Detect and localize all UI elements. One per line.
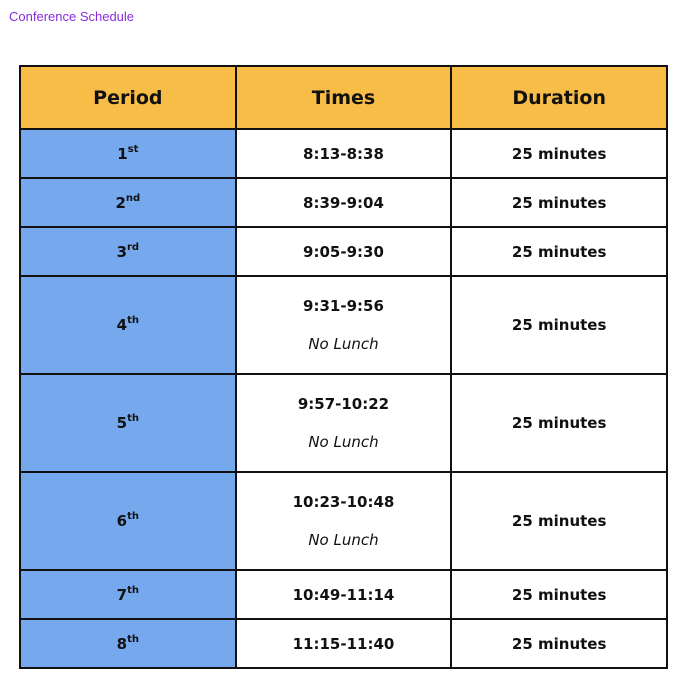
column-header-times: Times bbox=[236, 66, 452, 129]
time-cell bbox=[236, 178, 452, 227]
table-row bbox=[20, 374, 667, 472]
period-suffix: th bbox=[127, 511, 139, 522]
table-row bbox=[20, 472, 667, 570]
period-suffix: nd bbox=[125, 192, 141, 204]
duration-cell: 25 minutes bbox=[451, 129, 667, 178]
table-row bbox=[20, 178, 667, 227]
duration-cell: 25 minutes bbox=[451, 570, 667, 619]
period-suffix: st bbox=[127, 143, 139, 155]
period-number: 7 bbox=[116, 585, 128, 604]
table-row bbox=[20, 129, 667, 178]
duration-cell: 25 minutes bbox=[451, 178, 667, 227]
period-number: 3 bbox=[116, 242, 127, 261]
time-range: 9:05-9:30 bbox=[303, 242, 384, 261]
time-range: 10:49-11:14 bbox=[292, 585, 395, 604]
duration-cell: 25 minutes bbox=[451, 472, 667, 570]
time-cell bbox=[236, 472, 452, 570]
time-range: 8:39-9:04 bbox=[303, 193, 384, 212]
period-suffix: rd bbox=[127, 241, 140, 253]
lunch-note: No Lunch bbox=[308, 433, 379, 451]
time-cell bbox=[236, 374, 452, 472]
period-cell bbox=[20, 472, 236, 570]
schedule-table bbox=[19, 65, 668, 669]
period-suffix: th bbox=[127, 584, 139, 596]
period-cell bbox=[20, 374, 236, 472]
period-number: 1 bbox=[117, 144, 128, 163]
time-range: 9:31-9:56 bbox=[303, 297, 384, 315]
period-number: 2 bbox=[115, 193, 126, 212]
time-cell bbox=[236, 619, 452, 668]
period-suffix: th bbox=[127, 413, 139, 424]
table-row bbox=[20, 570, 667, 619]
period-number: 4 bbox=[116, 316, 128, 334]
time-range: 9:57-10:22 bbox=[297, 395, 390, 413]
time-range: 8:13-8:38 bbox=[303, 144, 384, 163]
period-cell bbox=[20, 570, 236, 619]
period-cell bbox=[20, 227, 236, 276]
period-number: 6 bbox=[116, 512, 128, 530]
duration-cell: 25 minutes bbox=[451, 227, 667, 276]
time-range: 11:15-11:40 bbox=[292, 634, 395, 653]
duration-cell: 25 minutes bbox=[451, 374, 667, 472]
time-cell bbox=[236, 129, 452, 178]
time-range: 10:23-10:48 bbox=[292, 493, 395, 511]
period-number: 8 bbox=[116, 634, 128, 653]
duration-cell: 25 minutes bbox=[451, 619, 667, 668]
table-row bbox=[20, 227, 667, 276]
period-cell bbox=[20, 129, 236, 178]
period-suffix: th bbox=[127, 633, 139, 645]
column-header-period: Period bbox=[20, 66, 236, 129]
period-number: 5 bbox=[116, 414, 128, 432]
column-header-duration: Duration bbox=[451, 66, 667, 129]
period-suffix: th bbox=[127, 315, 139, 326]
time-cell bbox=[236, 276, 452, 374]
period-cell bbox=[20, 276, 236, 374]
table-header-row bbox=[20, 66, 667, 129]
time-cell bbox=[236, 227, 452, 276]
period-cell bbox=[20, 178, 236, 227]
table-row bbox=[20, 619, 667, 668]
time-cell bbox=[236, 570, 452, 619]
duration-cell: 25 minutes bbox=[451, 276, 667, 374]
lunch-note: No Lunch bbox=[308, 531, 379, 549]
period-cell bbox=[20, 619, 236, 668]
lunch-note: No Lunch bbox=[308, 335, 379, 353]
conference-schedule-link[interactable]: Conference Schedule bbox=[9, 9, 135, 24]
table-row bbox=[20, 276, 667, 374]
